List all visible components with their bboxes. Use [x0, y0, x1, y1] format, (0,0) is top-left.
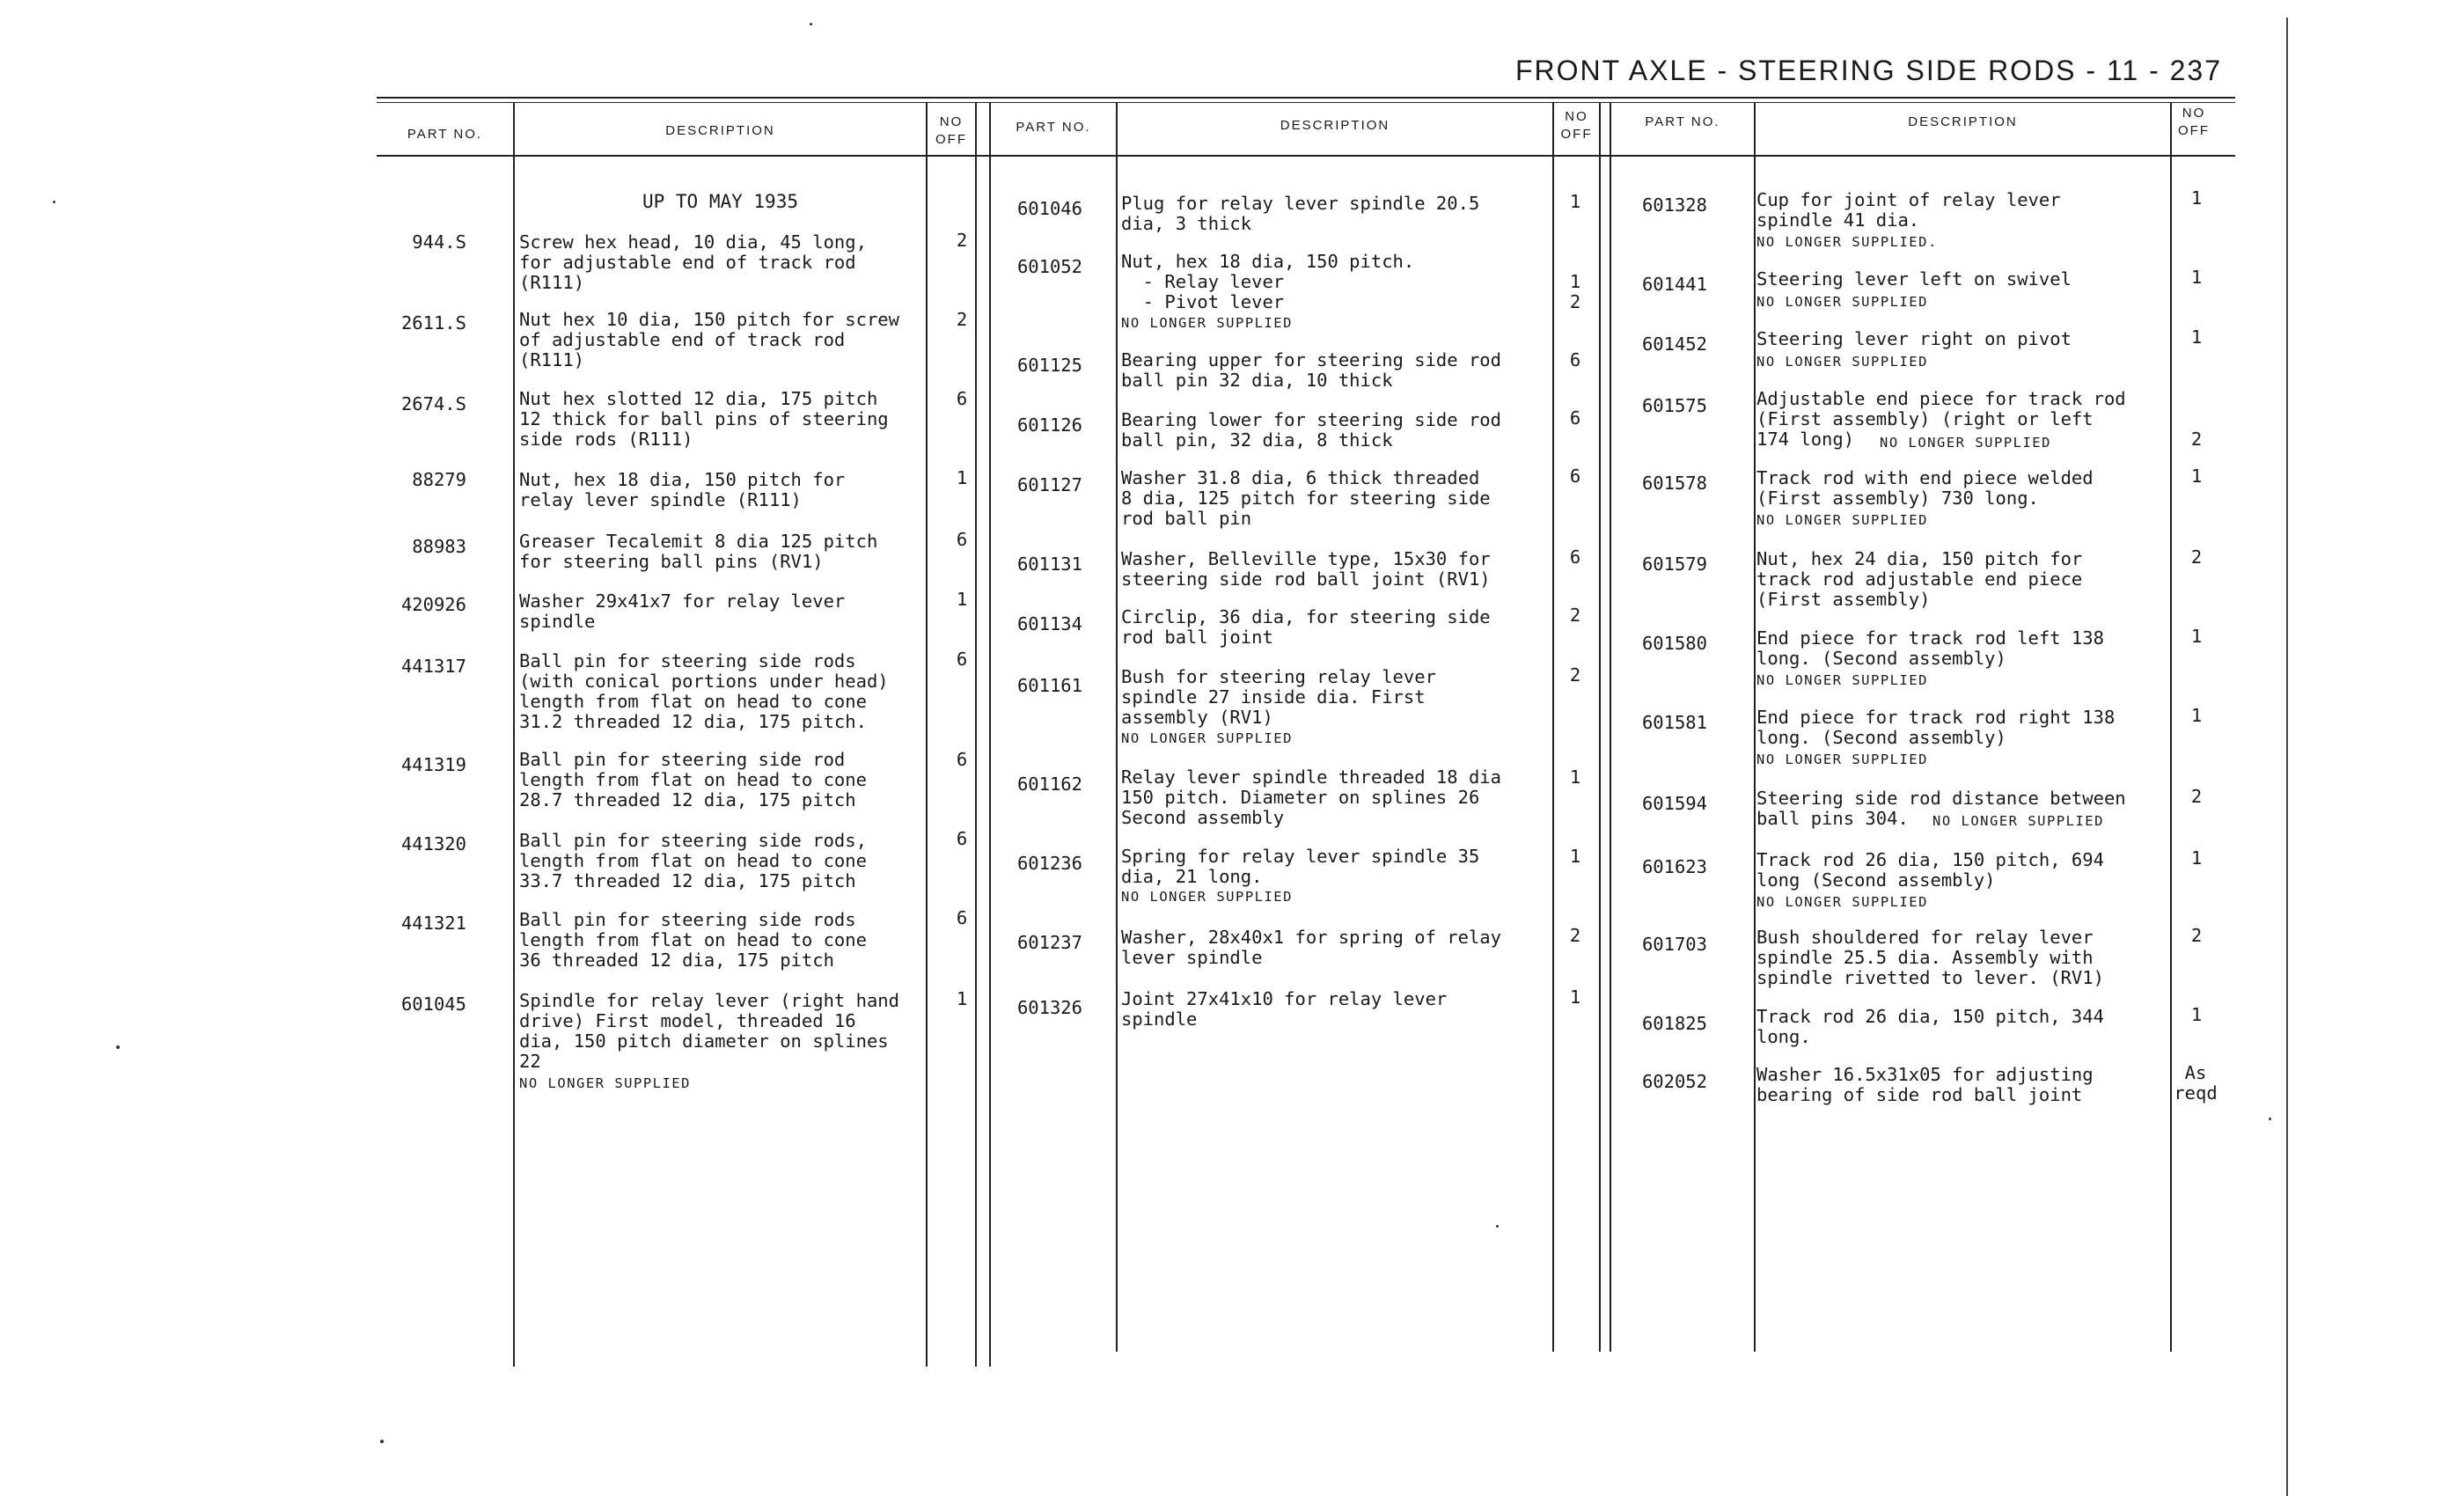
col-divider — [1552, 102, 1554, 1352]
part-quantity: 2 — [1569, 664, 1581, 686]
part-quantity: 6 — [956, 749, 968, 770]
part-quantity: 6 — [956, 907, 968, 928]
part-description: Screw hex head, 10 dia, 45 long, for adjustable end of track rod (R111) — [519, 231, 867, 293]
part-description: Washer, 28x40x1 for spring of relay lever spindle — [1121, 927, 1501, 968]
part-number: 601580 — [1641, 633, 1707, 654]
table-top-rule-2 — [377, 102, 2235, 103]
part-number: 601452 — [1641, 334, 1707, 355]
part-description: Plug for relay lever spindle 20.5 dia, 3 thick — [1121, 193, 1480, 234]
part-quantity: 1 — [2190, 626, 2203, 647]
header-no: NO — [1565, 109, 1588, 124]
part-quantity: 1 — [2190, 466, 2203, 487]
part-quantity: 1 — [1569, 846, 1581, 867]
part-quantity: 6 — [956, 529, 968, 550]
part-number: 441319 — [400, 754, 466, 775]
supply-note: NO LONGER SUPPLIED — [1121, 315, 1293, 331]
part-number: 420926 — [400, 594, 466, 615]
part-description: Bush for steering relay lever spindle 27 inside dia. First assembly (RV1) — [1121, 666, 1436, 728]
header-bottom-rule — [377, 155, 2235, 157]
header-no: NO — [2182, 106, 2206, 121]
part-description: Circlip, 36 dia, for steering side rod ball joint — [1121, 606, 1491, 648]
part-number: 601126 — [1016, 414, 1082, 436]
part-quantity: 2 — [956, 309, 968, 330]
part-description: Steering side rod distance between ball pins 304. — [1756, 788, 2126, 829]
header-off: OFF — [1560, 127, 1593, 142]
scan-speck — [2269, 1118, 2271, 1120]
header-description: DESCRIPTION — [1280, 118, 1390, 133]
part-description: Nut, hex 18 dia, 150 pitch. - Relay lever - Pivot lever — [1121, 251, 1415, 312]
part-number: 601623 — [1641, 856, 1707, 877]
part-description: Track rod 26 dia, 150 pitch, 344 long. — [1756, 1006, 2104, 1047]
part-number: 601579 — [1641, 554, 1707, 575]
part-number: 2674.S — [400, 393, 466, 414]
part-number: 601046 — [1016, 198, 1082, 219]
part-description: Nut hex 10 dia, 150 pitch for screw of adjustable end of track rod (R111) — [519, 309, 899, 370]
part-quantity: 6 — [1569, 407, 1581, 429]
part-description: Ball pin for steering side rod length from flat on head to cone 28.7 threaded 12 dia, 175 pitch — [519, 749, 867, 810]
header-part-no: PART NO. — [407, 127, 483, 142]
col-divider — [1116, 102, 1118, 1352]
part-number: 441321 — [400, 913, 466, 934]
supply-note: NO LONGER SUPPLIED — [1880, 435, 2051, 451]
part-number: 601161 — [1016, 675, 1082, 696]
part-quantity: 1 — [1569, 986, 1581, 1008]
part-number: 441317 — [400, 656, 466, 677]
supply-note: NO LONGER SUPPLIED — [1756, 512, 1928, 528]
part-description: End piece for track rod left 138 long. (Second assembly) — [1756, 627, 2104, 669]
part-description: Nut, hex 24 dia, 150 pitch for track rod adjustable end piece (First assembly) — [1756, 548, 2083, 610]
part-number: 601326 — [1016, 997, 1082, 1018]
part-description: Nut, hex 18 dia, 150 pitch for relay lever spindle (R111) — [519, 469, 846, 510]
part-quantity: 2 — [2190, 786, 2203, 807]
header-description: DESCRIPTION — [665, 123, 775, 138]
header-description: DESCRIPTION — [1908, 114, 2018, 129]
part-description: Spring for relay lever spindle 35 dia, 21 long. — [1121, 846, 1480, 887]
part-quantity: 1 — [956, 589, 968, 610]
part-number: 602052 — [1641, 1071, 1707, 1092]
part-quantity: 1 2 — [1569, 271, 1581, 312]
scan-speck — [810, 23, 812, 26]
part-description: Washer 31.8 dia, 6 thick threaded 8 dia, 125 pitch for steering side rod ball pin — [1121, 467, 1491, 529]
part-number: 601237 — [1016, 932, 1082, 953]
col-divider — [2170, 102, 2172, 1352]
part-number: 601581 — [1641, 712, 1707, 733]
part-quantity: 1 — [2190, 326, 2203, 348]
part-description: Adjustable end piece for track rod (First assembly) (right or left 174 long) — [1756, 388, 2126, 450]
part-description: Washer 16.5x31x05 for adjusting bearing of side rod ball joint — [1756, 1064, 2094, 1105]
col-divider — [1599, 102, 1601, 1352]
part-quantity: 1 — [1569, 766, 1581, 788]
part-quantity: 1 — [2190, 267, 2203, 288]
scan-speck — [1496, 1225, 1499, 1228]
supply-note: NO LONGER SUPPLIED — [1756, 294, 1928, 310]
part-number: 88983 — [412, 536, 466, 557]
part-number: 601127 — [1016, 474, 1082, 495]
part-number: 601134 — [1016, 613, 1082, 634]
part-quantity: 1 — [2190, 187, 2203, 209]
part-quantity: 6 — [956, 388, 968, 409]
part-description: Washer, Belleville type, 15x30 for steering side rod ball joint (RV1) — [1121, 548, 1491, 590]
supply-note: NO LONGER SUPPLIED — [1121, 730, 1293, 746]
part-quantity: 2 — [2190, 546, 2203, 568]
part-number: 88279 — [412, 469, 466, 490]
part-description: Bearing lower for steering side rod ball pin, 32 dia, 8 thick — [1121, 409, 1501, 451]
part-quantity: 6 — [1569, 466, 1581, 487]
part-description: End piece for track rod right 138 long. (Second assembly) — [1756, 707, 2116, 748]
supply-note: NO LONGER SUPPLIED. — [1756, 234, 1938, 250]
part-quantity: 1 — [1569, 191, 1581, 212]
page-title: FRONT AXLE - STEERING SIDE RODS - 11 - 237 — [1515, 55, 2222, 86]
part-description: Track rod with end piece welded (First assembly) 730 long. — [1756, 467, 2094, 509]
supply-note: NO LONGER SUPPLIED — [1756, 672, 1928, 688]
part-number: 601703 — [1641, 934, 1707, 955]
header-off: OFF — [2178, 123, 2210, 138]
part-quantity: 2 — [2190, 429, 2203, 450]
supply-note: NO LONGER SUPPLIED — [1756, 752, 1928, 767]
part-number: 2611.S — [400, 312, 466, 334]
part-number: 601125 — [1016, 355, 1082, 376]
part-quantity: 1 — [2190, 705, 2203, 726]
part-quantity: 2 — [956, 230, 968, 251]
supply-note: NO LONGER SUPPLIED — [1932, 813, 2104, 829]
part-quantity: 1 — [956, 988, 968, 1009]
supply-note: NO LONGER SUPPLIED — [519, 1075, 691, 1091]
part-number: 441320 — [400, 833, 466, 854]
header-no: NO — [939, 114, 964, 129]
supply-note: NO LONGER SUPPLIED — [1121, 889, 1293, 905]
col-divider — [926, 102, 928, 1367]
part-quantity: 2 — [1569, 605, 1581, 626]
part-description: Ball pin for steering side rods (with conical portions under head) length from flat on head to cone 31.2 threaded 12 dia, 175 pitch. — [519, 650, 889, 732]
part-quantity: 1 — [2190, 847, 2203, 869]
col-divider — [513, 102, 515, 1367]
part-quantity: As reqd — [2174, 1062, 2218, 1104]
part-number: 601594 — [1641, 793, 1707, 814]
page-edge — [2286, 18, 2288, 1496]
part-description: Bush shouldered for relay lever spindle 25.5 dia. Assembly with spindle rivetted to lever. (RV1) — [1756, 927, 2104, 988]
part-number: 601328 — [1641, 194, 1707, 216]
part-quantity: 6 — [1569, 546, 1581, 568]
col-divider — [1754, 102, 1756, 1352]
scan-speck — [53, 201, 55, 203]
section-subheading: UP TO MAY 1935 — [642, 191, 798, 212]
supply-note: NO LONGER SUPPLIED — [1756, 354, 1928, 370]
part-description: Ball pin for steering side rods length from flat on head to cone 36 threaded 12 dia, 175 pitch — [519, 909, 867, 971]
part-description: Relay lever spindle threaded 18 dia 150 pitch. Diameter on splines 26 Second assembly — [1121, 766, 1501, 828]
part-description: Nut hex slotted 12 dia, 175 pitch 12 thick for ball pins of steering side rods (R111) — [519, 388, 889, 450]
scan-speck — [116, 1045, 120, 1049]
part-quantity: 2 — [2190, 925, 2203, 946]
part-description: Track rod 26 dia, 150 pitch, 694 long (Second assembly) — [1756, 849, 2104, 891]
part-number: 601575 — [1641, 395, 1707, 416]
supply-note: NO LONGER SUPPLIED — [1756, 894, 1928, 910]
part-number: 601236 — [1016, 853, 1082, 874]
part-description: Greaser Tecalemit 8 dia 125 pitch for steering ball pins (RV1) — [519, 531, 878, 572]
header-part-no: PART NO. — [1016, 120, 1091, 135]
col-divider — [989, 102, 991, 1367]
part-quantity: 1 — [956, 467, 968, 488]
part-quantity: 1 — [2190, 1004, 2203, 1025]
part-number: 601045 — [400, 994, 466, 1015]
part-number: 601052 — [1016, 256, 1082, 277]
part-number: 601441 — [1641, 274, 1707, 295]
part-quantity: 6 — [956, 828, 968, 849]
part-quantity: 6 — [1569, 349, 1581, 370]
header-off: OFF — [935, 132, 967, 147]
part-quantity: 2 — [1569, 925, 1581, 946]
header-part-no: PART NO. — [1645, 114, 1720, 129]
part-number: 601825 — [1641, 1013, 1707, 1034]
col-divider — [975, 102, 977, 1367]
part-description: Ball pin for steering side rods, length from flat on head to cone 33.7 threaded 12 dia, 175 pitch — [519, 830, 867, 891]
part-number: 601162 — [1016, 774, 1082, 795]
scan-speck — [380, 1440, 384, 1443]
table-top-rule — [377, 97, 2235, 99]
part-description: Steering lever left on swivel — [1756, 268, 2072, 290]
part-number: 601578 — [1641, 473, 1707, 494]
part-description: Washer 29x41x7 for relay lever spindle — [519, 590, 846, 632]
part-number: 601131 — [1016, 554, 1082, 575]
part-description: Steering lever right on pivot — [1756, 328, 2072, 349]
part-quantity: 6 — [956, 649, 968, 670]
part-description: Bearing upper for steering side rod ball pin 32 dia, 10 thick — [1121, 349, 1501, 391]
col-divider — [1610, 102, 1611, 1352]
part-description: Joint 27x41x10 for relay lever spindle — [1121, 988, 1448, 1030]
part-number: 944.S — [412, 231, 466, 253]
part-description: Cup for joint of relay lever spindle 41 dia. — [1756, 189, 2061, 231]
part-description: Spindle for relay lever (right hand drive) First model, threaded 16 dia, 150 pitch diameter on splines 22 — [519, 990, 899, 1072]
